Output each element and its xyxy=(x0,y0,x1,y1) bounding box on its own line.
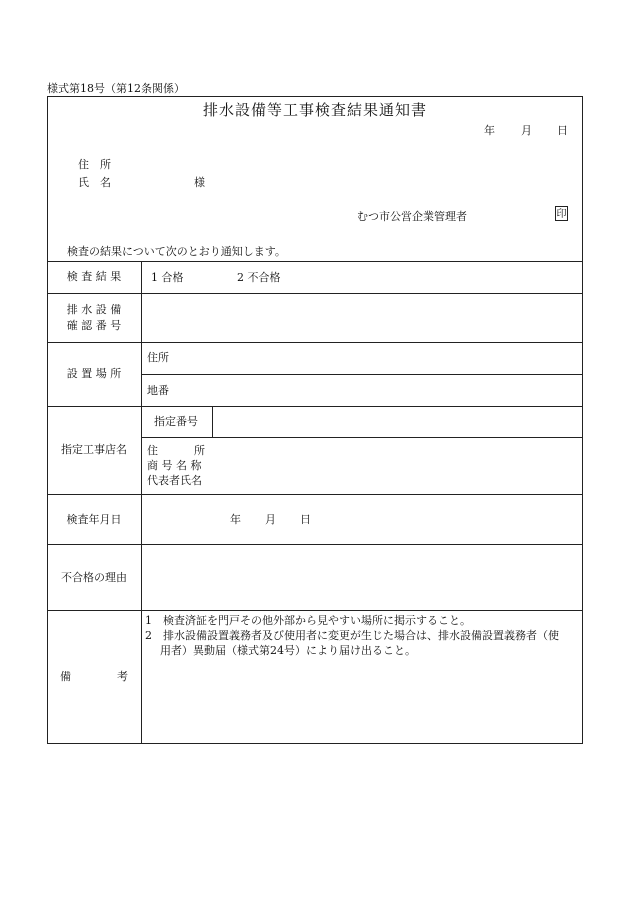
row-divider xyxy=(47,293,583,294)
representative-label: 代表者氏名 xyxy=(147,474,202,487)
contractor-address-label-a: 住 xyxy=(147,444,158,457)
issuer-name: むつ市公営企業管理者 xyxy=(357,210,467,223)
remarks-label-b: 考 xyxy=(117,670,128,683)
date-year-label: 年 xyxy=(484,124,495,137)
facility-label-line1: 排 水 設 備 xyxy=(66,303,122,316)
row-divider xyxy=(141,374,583,375)
form-title: 排水設備等工事検査結果通知書 xyxy=(202,101,427,119)
row-divider xyxy=(47,342,583,343)
inspection-day-label: 日 xyxy=(300,513,311,526)
remarks-label xyxy=(60,669,128,684)
row-divider xyxy=(47,261,583,262)
row-divider xyxy=(47,610,583,611)
row-divider xyxy=(47,406,583,407)
inspection-month-label: 月 xyxy=(265,513,276,526)
result-label: 検 査 結 果 xyxy=(66,270,122,283)
inspection-date-label: 検査年月日 xyxy=(66,513,122,526)
contractor-address-label-b: 所 xyxy=(194,444,205,457)
addressee-name-label: 氏 名 xyxy=(78,176,111,189)
designation-number-label: 指定番号 xyxy=(154,415,198,428)
location-address-label: 住所 xyxy=(147,351,169,364)
failure-reason-label: 不合格の理由 xyxy=(61,571,127,584)
form-number: 様式第18号（第12条関係） xyxy=(47,82,185,95)
row-divider xyxy=(47,544,583,545)
remark-note-1: 1 検査済証を門戸その他外部から見やすい場所に掲示すること。 xyxy=(145,614,471,627)
contractor-address-label xyxy=(147,443,205,458)
column-divider xyxy=(212,406,213,437)
remark-note-2-line1: 2 排水設備設置義務者及び使用者に変更が生じた場合は、排水設備設置義務者（使 xyxy=(145,629,559,642)
remarks-label-a: 備 xyxy=(60,670,71,683)
contractor-label: 指定工事店名 xyxy=(61,443,127,456)
intro-text: 検査の結果について次のとおり通知します。 xyxy=(67,245,286,258)
inspection-year-label: 年 xyxy=(230,513,241,526)
remark-note-2-line2: 用者）異動届（様式第24号）により届け出ること。 xyxy=(160,644,416,657)
seal-mark: 印 xyxy=(555,206,568,221)
location-lot-label: 地番 xyxy=(147,384,169,397)
location-label: 設 置 場 所 xyxy=(66,367,122,380)
result-option-pass: 1 合格 xyxy=(151,271,184,284)
trade-name-label: 商 号 名 称 xyxy=(147,459,202,472)
date-month-label: 月 xyxy=(521,124,532,137)
facility-label xyxy=(47,302,141,334)
row-divider xyxy=(47,494,583,495)
column-divider xyxy=(141,261,142,744)
facility-label-line2: 確 認 番 号 xyxy=(66,319,122,332)
date-day-label: 日 xyxy=(557,124,568,137)
result-option-fail: 2 不合格 xyxy=(237,271,281,284)
row-divider xyxy=(141,437,583,438)
addressee-honorific: 様 xyxy=(194,176,205,189)
addressee-address-label: 住 所 xyxy=(78,158,111,171)
